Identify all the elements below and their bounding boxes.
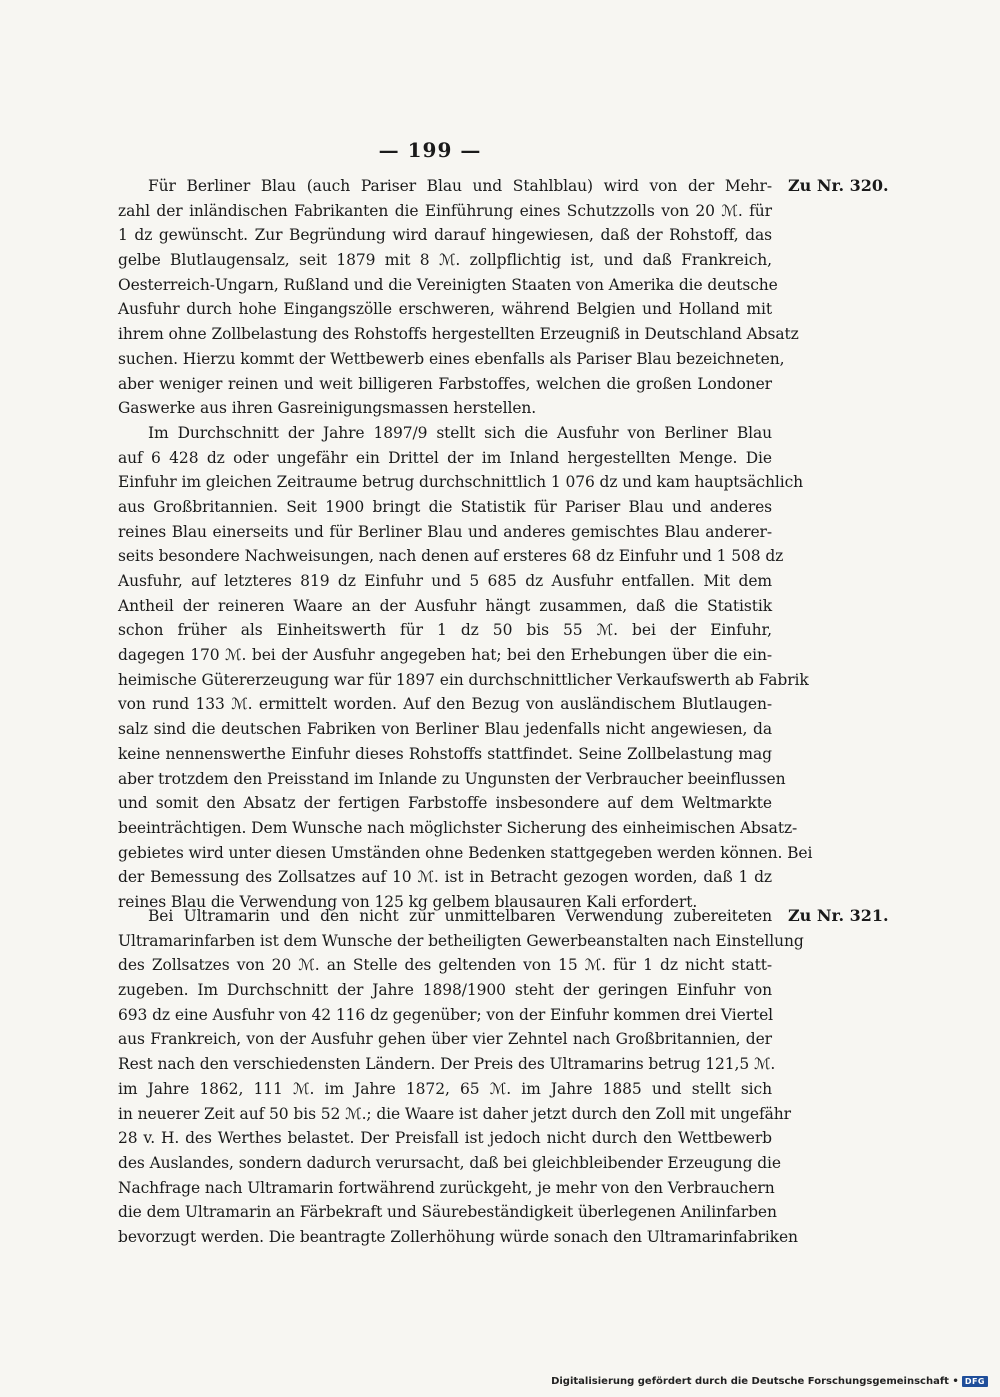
text-line: Ultramarinfarben ist dem Wunsche der betheiligten Gewerbeanstalten nach Einstellung — [118, 931, 804, 950]
text-line: der Bemessung des Zollsatzes auf 10 ℳ. ist in Betracht gezogen worden, daß 1 dz — [118, 868, 772, 887]
text-line: des Zollsatzes von 20 ℳ. an Stelle des geltenden von 15 ℳ. für 1 dz nicht statt- — [118, 956, 772, 975]
text-line: reines Blau einerseits und für Berliner Blau und anderes gemischtes Blau anderer- — [118, 522, 772, 541]
text-line: Oesterreich-Ungarn, Rußland und die Vereinigten Staaten von Amerika die deutsche — [118, 275, 778, 294]
footer-credit — [551, 1376, 988, 1387]
text-line: Einfuhr im gleichen Zeitraume betrug durchschnittlich 1 076 dz und kam hauptsächlich — [118, 473, 804, 492]
text-line: Ausfuhr durch hohe Eingangszölle erschweren, während Belgien und Holland mit — [118, 300, 772, 319]
text-line: ihrem ohne Zollbelastung des Rohstoffs hergestellten Erzeugniß in Deutschland Absatz — [118, 325, 799, 344]
text-line: in neuerer Zeit auf 50 bis 52 ℳ.; die Waare ist daher jetzt durch den Zoll mit ungefähr — [118, 1104, 791, 1123]
section-nr-320 — [118, 174, 813, 915]
text-line: 28 v. H. des Werthes belastet. Der Preisfall ist jedoch nicht durch den Wettbewerb — [118, 1129, 772, 1148]
text-line: seits besondere Nachweisungen, nach denen auf ersteres 68 dz Einfuhr und 1 508 dz — [118, 547, 784, 566]
text-line: die dem Ultramarin an Färbekraft und Säurebeständigkeit überlegenen Anilinfarben — [118, 1203, 777, 1222]
dfg-logo-icon: DFG — [962, 1376, 988, 1387]
text-line: Rest nach den verschiedensten Ländern. Der Preis des Ultramarins betrug 121,5 ℳ. — [118, 1055, 776, 1074]
section-nr-321 — [118, 904, 804, 1250]
text-line: Bei Ultramarin und den nicht zur unmittelbaren Verwendung zubereiteten — [148, 907, 772, 925]
text-line: Antheil der reineren Waare an der Ausfuhr hängt zusammen, daß die Statistik — [118, 596, 772, 615]
text-line: salz sind die deutschen Fabriken von Berliner Blau jedenfalls nicht angewiesen, da — [118, 720, 772, 739]
paragraph — [118, 421, 813, 915]
text-line: bevorzugt werden. Die beantragte Zollerhöhung würde sonach den Ultramarinfabriken — [118, 1227, 798, 1246]
text-line: heimische Gütererzeugung war für 1897 ein durchschnittlicher Verkaufswerth ab Fabrik — [118, 670, 809, 689]
text-line: aus Frankreich, von der Ausfuhr gehen über vier Zehntel nach Großbritannien, der — [118, 1030, 772, 1049]
text-line: dagegen 170 ℳ. bei der Ausfuhr angegeben hat; bei den Erhebungen über die ein- — [118, 646, 772, 665]
text-line: zugeben. Im Durchschnitt der Jahre 1898/1900 steht der geringen Einfuhr von — [118, 981, 772, 1000]
text-line: und somit den Absatz der fertigen Farbstoffe insbesondere auf dem Weltmarkte — [118, 794, 772, 813]
paragraph — [118, 174, 799, 421]
text-line: 693 dz eine Ausfuhr von 42 116 dz gegenüber; von der Einfuhr kommen drei Viertel — [118, 1005, 774, 1024]
text-line: Nachfrage nach Ultramarin fortwährend zurückgeht, je mehr von den Verbrauchern — [118, 1178, 775, 1197]
page-number: — 199 — — [378, 138, 482, 162]
text-line: 1 dz gewünscht. Zur Begründung wird darauf hingewiesen, daß der Rohstoff, das — [118, 226, 772, 245]
text-line: Gaswerke aus ihren Gasreinigungsmassen herstellen. — [118, 399, 537, 418]
text-line: Im Durchschnitt der Jahre 1897/9 stellt sich die Ausfuhr von Berliner Blau — [148, 423, 772, 442]
text-line: schon früher als Einheitswerth für 1 dz 50 bis 55 ℳ. bei der Einfuhr, — [118, 621, 772, 640]
text-line: beeinträchtigen. Dem Wunsche nach möglichster Sicherung des einheimischen Absatz- — [118, 818, 798, 837]
footer-text: Digitalisierung gefördert durch die Deutsche Forschungsgemeinschaft • — [551, 1376, 959, 1387]
paragraph — [118, 904, 804, 1250]
text-line: gebietes wird unter diesen Umständen ohne Bedenken stattgegeben werden können. Bei — [118, 843, 813, 862]
text-line: Ausfuhr, auf letzteres 819 dz Einfuhr und 5 685 dz Ausfuhr entfallen. Mit dem — [118, 572, 772, 590]
text-line: aber weniger reinen und weit billigeren Farbstoffes, welchen die großen Londoner — [118, 374, 772, 393]
text-line: von rund 133 ℳ. ermittelt worden. Auf den Bezug von ausländischem Blutlaugen- — [118, 695, 772, 714]
text-line: auf 6 428 dz oder ungefähr ein Drittel der im Inland hergestellten Menge. Die — [118, 448, 772, 467]
margin-note-nr-321: Zu Nr. 321. — [788, 906, 889, 925]
text-line: Für Berliner Blau (auch Pariser Blau und Stahlblau) wird von der Mehr- — [148, 177, 772, 195]
text-line: im Jahre 1862, 111 ℳ. im Jahre 1872, 65 ℳ. im Jahre 1885 und stellt sich — [118, 1079, 772, 1098]
text-line: reines Blau die Verwendung von 125 kg gelbem blausauren Kali erfordert. — [118, 892, 698, 911]
margin-note-nr-320: Zu Nr. 320. — [788, 176, 889, 195]
text-line: keine nennenswerthe Einfuhr dieses Rohstoffs stattfindet. Seine Zollbelastung mag — [118, 744, 772, 763]
text-line: aus Großbritannien. Seit 1900 bringt die Statistik für Pariser Blau und anderes — [118, 497, 772, 516]
text-line: aber trotzdem den Preisstand im Inlande zu Ungunsten der Verbraucher beeinflussen — [118, 769, 786, 788]
text-line: des Auslandes, sondern dadurch verursacht, daß bei gleichbleibender Erzeugung die — [118, 1153, 781, 1172]
text-line: suchen. Hierzu kommt der Wettbewerb eines ebenfalls als Pariser Blau bezeichneten, — [118, 349, 785, 368]
text-line: gelbe Blutlaugensalz, seit 1879 mit 8 ℳ. zollpflichtig ist, und daß Frankreich, — [118, 251, 772, 270]
text-line: zahl der inländischen Fabrikanten die Einführung eines Schutzzolls von 20 ℳ. für — [118, 201, 772, 220]
